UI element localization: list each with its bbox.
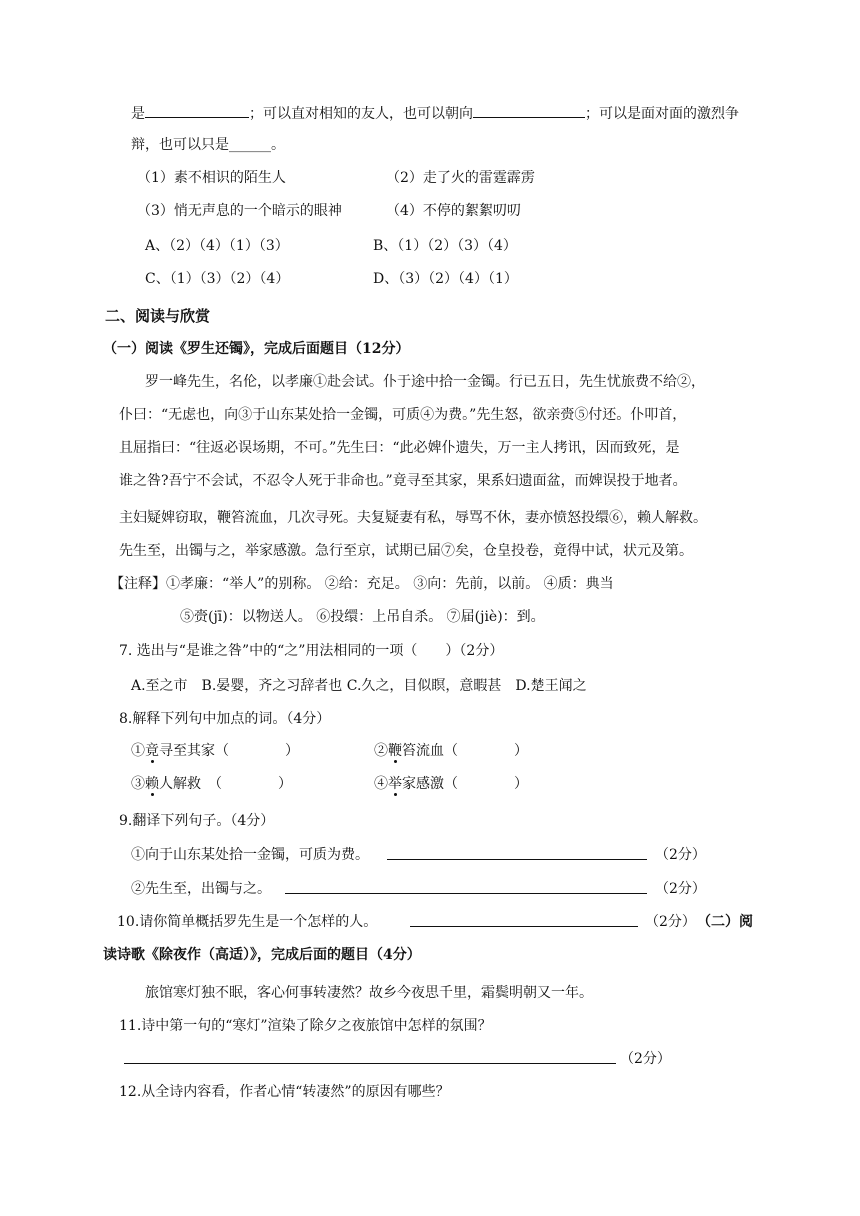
part1-title: （一）阅读《罗生还镯》，完成后面题目（12分） bbox=[103, 341, 410, 357]
passage-line: 主妇疑婢窃取，鞭笞流血，几次寻死。夫复疑妻有私，辱骂不休，妻亦愤怒投缳⑥，赖人解救。 bbox=[119, 510, 707, 526]
dotted-word: 赖 bbox=[145, 776, 159, 792]
q9-stem: 9.翻译下列句子。（4分） bbox=[119, 813, 275, 829]
q6-choice-b[interactable]: B、（1）（2）（3）（4） bbox=[373, 238, 517, 254]
q12-stem: 12.从全诗内容看，作者心情“转凄然”的原因有哪些？ bbox=[119, 1084, 450, 1100]
q6-option-3: （3）悄无声息的一个暗示的眼神 bbox=[137, 203, 342, 219]
answer-paren[interactable]: 人解救 （ ） bbox=[159, 776, 292, 792]
item-number: ④ bbox=[374, 776, 388, 792]
answer-paren[interactable]: 家感激（ ） bbox=[402, 776, 528, 792]
item-number: ① bbox=[131, 743, 145, 759]
answer-paren[interactable]: 笞流血（ ） bbox=[402, 743, 528, 759]
q6-choice-a[interactable]: A、（2）（4）（1）（3） bbox=[145, 238, 289, 254]
q6-text: ；可以直对相知的友人，也可以朝向 bbox=[249, 106, 473, 122]
q7-options[interactable]: A.至之市 B.晏婴，齐之习辞者也 C.久之，目似瞑，意暇甚 D.楚王闻之 bbox=[131, 678, 587, 694]
q10-score: （2分） bbox=[645, 914, 696, 930]
q6-choice-c[interactable]: C、（1）（3）（2）（4） bbox=[145, 271, 290, 287]
poem-text: 旅馆寒灯独不眠，客心何事转凄然？故乡今夜思千里，霜鬓明朝又一年。 bbox=[145, 985, 593, 1001]
item-number: ② bbox=[374, 743, 388, 759]
q9-sentence-1: ①向于山东某处拾一金镯，可质为费。 bbox=[131, 847, 369, 863]
q8-item-4 bbox=[374, 774, 528, 794]
q6-text: 是 bbox=[131, 106, 145, 122]
dotted-word: 举 bbox=[388, 776, 402, 792]
q11-score: （2分） bbox=[620, 1051, 671, 1067]
q11-answer-line[interactable] bbox=[124, 1048, 616, 1064]
part2-title: 读诗歌《除夜作（高适）》，完成后面的题目（4分） bbox=[103, 947, 421, 963]
q11-stem: 11.诗中第一句的“寒灯”渲染了除夕之夜旅馆中怎样的氛围？ bbox=[119, 1018, 492, 1034]
q9-answer-line-1[interactable] bbox=[387, 844, 647, 860]
passage-line: 先生至，出镯与之，举家感激。急行至京，试期已届⑦矣，仓皇投卷，竟得中试，状元及第。 bbox=[119, 543, 693, 559]
q8-item-2 bbox=[374, 741, 528, 761]
annotation-line: ⑤赍(jī)：以物送人。 ⑥投缳：上吊自杀。 ⑦届(jiè)：到。 bbox=[180, 609, 545, 625]
answer-blank[interactable] bbox=[473, 102, 585, 118]
q9-score-1: （2分） bbox=[655, 847, 706, 863]
answer-blank[interactable] bbox=[145, 102, 249, 118]
q6-text: 。 bbox=[271, 137, 285, 153]
q6-option-2: （2）走了火的雷霆霹雳 bbox=[386, 170, 535, 186]
q8-stem: 8.解释下列句中加点的词。（4分） bbox=[119, 711, 331, 727]
q8-item-3 bbox=[131, 774, 292, 794]
q10-stem: 10.请你简单概括罗先生是一个怎样的人。 bbox=[117, 914, 378, 930]
q8-item-1 bbox=[131, 741, 299, 761]
q6-line2 bbox=[131, 135, 285, 155]
passage-line: 仆曰：“无虑也，向③于山东某处拾一金镯，可质④为费。”先生怒，欲亲赍⑤付还。仆叩首， bbox=[119, 407, 687, 423]
passage-line: 且屈指曰：“往返必误场期，不可。”先生曰：“此必婢仆遗失，万一主人拷讯，因而致死，是 bbox=[119, 440, 680, 456]
answer-paren[interactable]: 寻至其家（ ） bbox=[159, 743, 299, 759]
part2-title-start: （二）阅 bbox=[697, 914, 753, 930]
section-title: 二、阅读与欣赏 bbox=[105, 307, 211, 325]
item-number: ③ bbox=[131, 776, 145, 792]
q9-answer-line-2[interactable] bbox=[285, 878, 647, 894]
answer-blank[interactable]: ______ bbox=[229, 137, 271, 153]
q6-option-4: （4）不停的絮絮叨叨 bbox=[386, 203, 521, 219]
annotation-line: 【注释】①孝廉：“举人”的别称。 ②给：充足。 ③向：先前，以前。 ④质：典当 bbox=[110, 576, 614, 592]
q10-answer-line[interactable] bbox=[410, 911, 638, 927]
q6-text: 辩，也可以只是 bbox=[131, 137, 229, 153]
dotted-word: 鞭 bbox=[388, 743, 402, 759]
passage-line: 罗一峰先生，名伦，以孝廉①赴会试。仆于途中拾一金镯。行已五日，先生忧旅费不给②， bbox=[145, 374, 705, 390]
q9-score-2: （2分） bbox=[655, 881, 706, 897]
dotted-word: 竟 bbox=[145, 743, 159, 759]
passage-line: 谁之咎?吾宁不会试，不忍令人死于非命也。”竟寻至其家，果系妇遗面盆，而婢误投于地者。 bbox=[119, 473, 687, 489]
q7-stem: 7. 选出与“是谁之咎”中的“之”用法相同的一项（ ）（2分） bbox=[119, 643, 504, 659]
q6-text: ；可以是面对面的激烈争 bbox=[585, 106, 739, 122]
q6-line1 bbox=[131, 102, 739, 124]
q6-choice-d[interactable]: D、（3）（2）（4）（1） bbox=[373, 271, 518, 287]
q6-option-1: （1）素不相识的陌生人 bbox=[137, 170, 286, 186]
q9-sentence-2: ②先生至，出镯与之。 bbox=[131, 881, 271, 897]
